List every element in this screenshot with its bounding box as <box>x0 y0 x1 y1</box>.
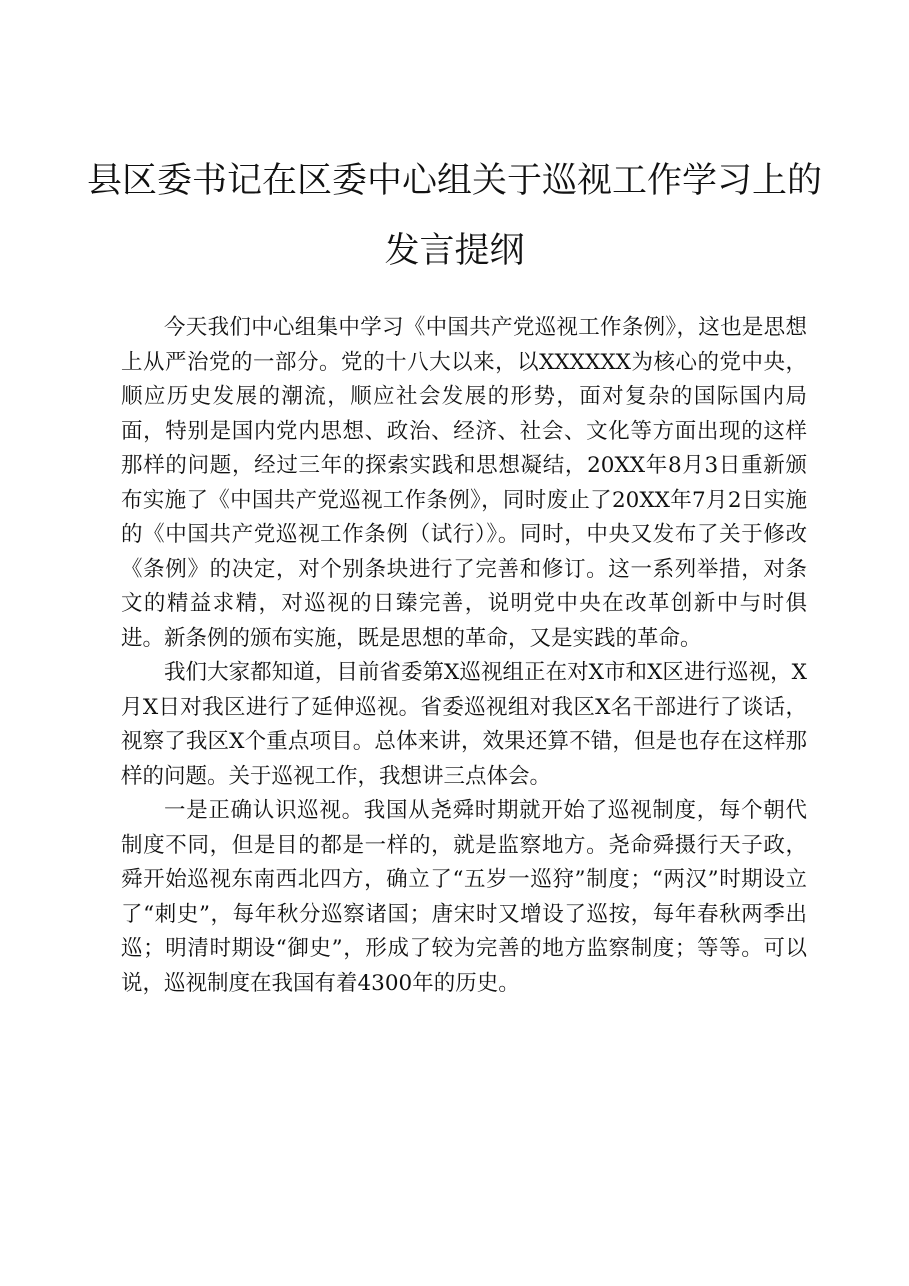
paragraph-understanding-inspection: 一是正确认识巡视。我国从尧舜时期就开始了巡视制度，每个朝代制度不同，但是目的都是一样的，就是监察地方。尧命舜摄行天子政，舜开始巡视东南西北四方，确立了“五岁一巡狩”制度；“两汉”时期设立了“刺史”，每年秋分巡察诸国；唐宋时又增设了巡按，每年春秋两季出巡；明清时期设“御史”，形成了较为完善的地方监察制度；等等。可以说，巡视制度在我国有着4300年的历史。 <box>121 798 807 996</box>
document-title: 县区委书记在区委中心组关于巡视工作学习上的发言提纲 <box>86 161 822 271</box>
paragraph-inspection-status: 我们大家都知道，目前省委第X巡视组正在对X市和X区进行巡视，X月X日对我区进行了延伸巡视。省委巡视组对我区X名干部进行了谈话，视察了我区X个重点项目。总体来讲，效果还算不错，但是也存在这样那样的问题。关于巡视工作，我想讲三点体会。 <box>121 660 807 789</box>
paragraph-intro: 今天我们中心组集中学习《中国共产党巡视工作条例》，这也是思想上从严治党的一部分。党的十八大以来，以XXXXXX为核心的党中央，顺应历史发展的潮流，顺应社会发展的形势，面对复杂的国际国内局面，特别是国内党内思想、政治、经济、社会、文化等方面出现的这样那样的问题，经过三年的探索实践和思想凝结，20XX年8月3日重新颁布实施了《中国共产党巡视工作条例》，同时废止了20XX年7月2日实施的《中国共产党巡视工作条例（试行）》。同时，中央又发布了关于修改《条例》的决定，对个别条块进行了完善和修订。这一系列举措，对条文的精益求精，对巡视的日臻完善，说明党中央在改革创新中与时俱进。新条例的颁布实施，既是思想的革命，又是实践的革命。 <box>121 315 807 651</box>
document-body <box>121 311 807 1001</box>
